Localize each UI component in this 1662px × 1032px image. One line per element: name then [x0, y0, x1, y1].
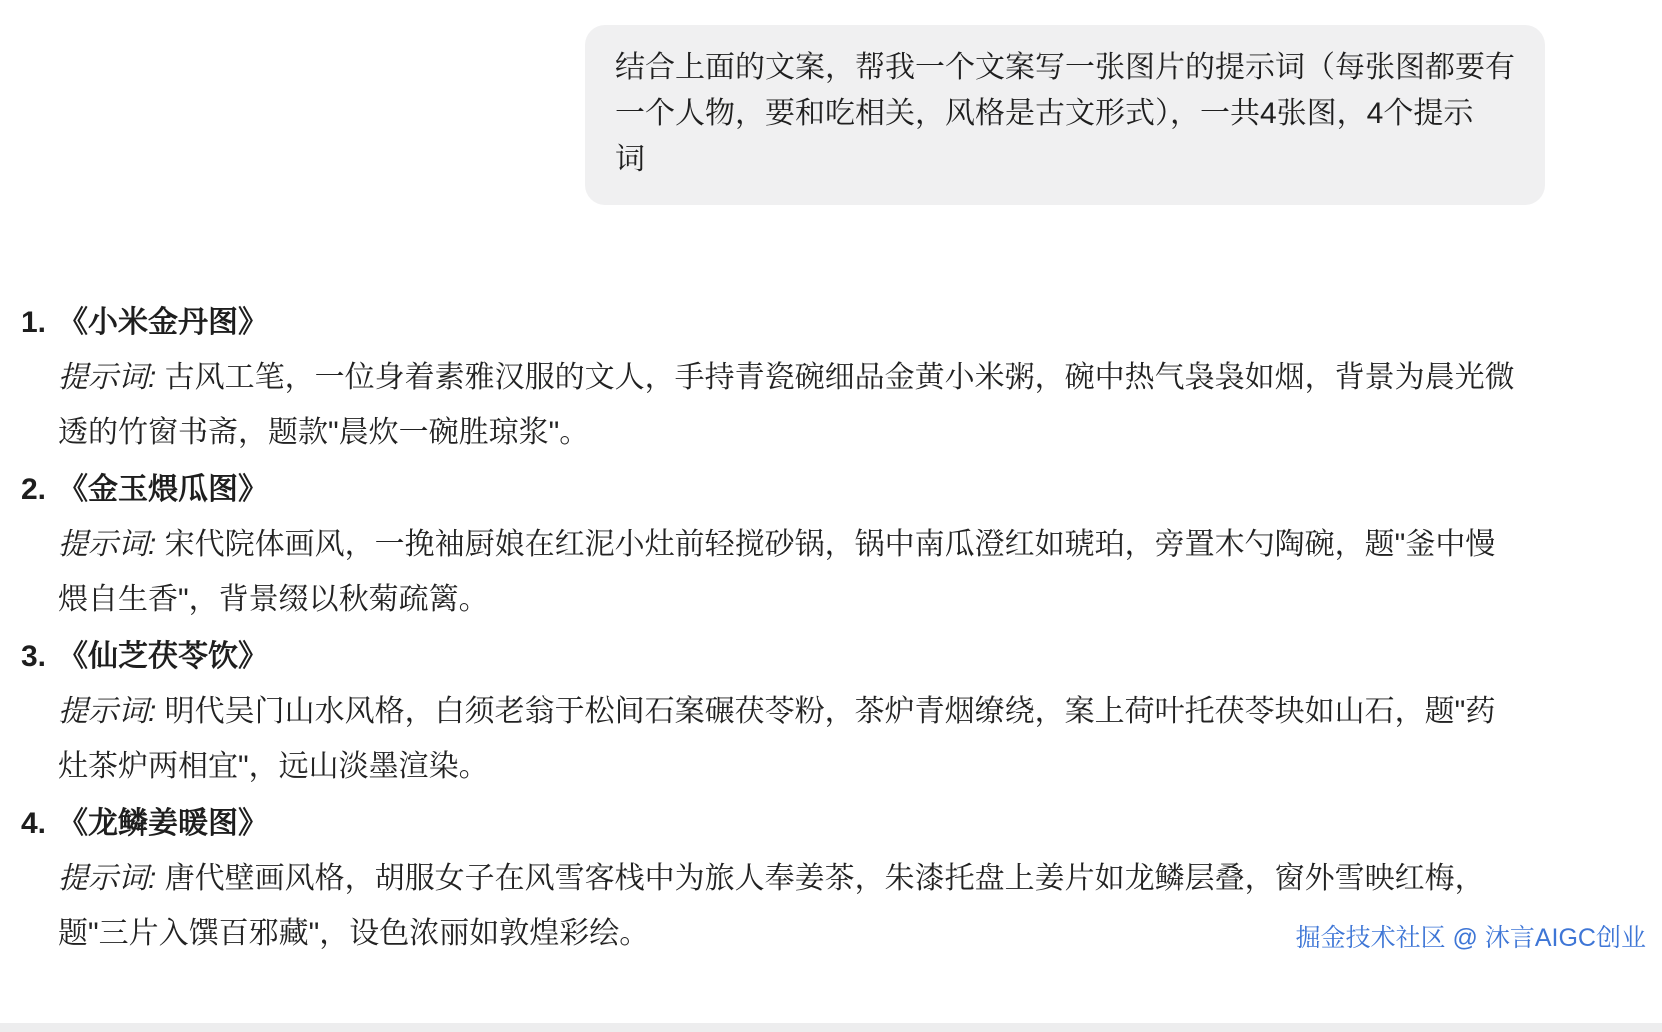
prompt-item-title: 《小米金丹图》 — [58, 306, 268, 339]
prompt-item-text — [58, 517, 1520, 627]
prompt-label: 提示词: — [58, 361, 165, 394]
prompt-item — [21, 295, 1520, 460]
bottom-edge-strip — [0, 1023, 1662, 1032]
user-message-bubble — [585, 25, 1545, 205]
user-message-line: 结合上面的文案，帮我一个文案写一张图片的提示词（每张图都要有 — [615, 51, 1515, 84]
prompt-item-title: 《龙鳞姜暖图》 — [58, 807, 268, 840]
prompt-body: 明代吴门山水风格，白须老翁于松间石案碾茯苓粉，茶炉青烟缭绕，案上荷叶托茯苓块如山石，题"药灶茶炉两相宜"，远山淡墨渲染。 — [58, 695, 1496, 783]
prompt-item — [21, 462, 1520, 627]
prompt-item-text — [58, 684, 1520, 794]
item-number: 1. — [21, 306, 47, 339]
item-number: 3. — [21, 640, 47, 673]
user-message-line: 词 — [615, 143, 645, 176]
prompt-label: 提示词: — [58, 695, 165, 728]
prompt-item-title: 《仙芝茯苓饮》 — [58, 640, 268, 673]
prompt-label: 提示词: — [58, 862, 165, 895]
prompt-label: 提示词: — [58, 528, 165, 561]
prompt-body: 古风工笔，一位身着素雅汉服的文人，手持青瓷碗细品金黄小米粥，碗中热气袅袅如烟，背景为晨光微透的竹窗书斋，题款"晨炊一碗胜琼浆"。 — [58, 361, 1515, 449]
item-number: 2. — [21, 473, 47, 506]
community-watermark: 掘金技术社区 @ 沐言AIGC创业 — [1295, 924, 1646, 952]
user-message-line: 一个人物，要和吃相关，风格是古文形式），一共4张图，4个提示 — [615, 97, 1474, 130]
user-message-row — [0, 0, 1662, 205]
assistant-prompt-list — [21, 295, 1520, 961]
prompt-item-text — [58, 350, 1520, 460]
prompt-body: 宋代院体画风，一挽袖厨娘在红泥小灶前轻搅砂锅，锅中南瓜澄红如琥珀，旁置木勺陶碗，题"釜中慢煨自生香"，背景缀以秋菊疏篱。 — [58, 528, 1496, 616]
item-number: 4. — [21, 807, 47, 840]
prompt-item-title: 《金玉煨瓜图》 — [58, 473, 268, 506]
prompt-body: 唐代壁画风格，胡服女子在风雪客栈中为旅人奉姜茶，朱漆托盘上姜片如龙鳞层叠，窗外雪映红梅，题"三片入馔百邪藏"，设色浓丽如敦煌彩绘。 — [58, 862, 1485, 950]
prompt-item — [21, 629, 1520, 794]
